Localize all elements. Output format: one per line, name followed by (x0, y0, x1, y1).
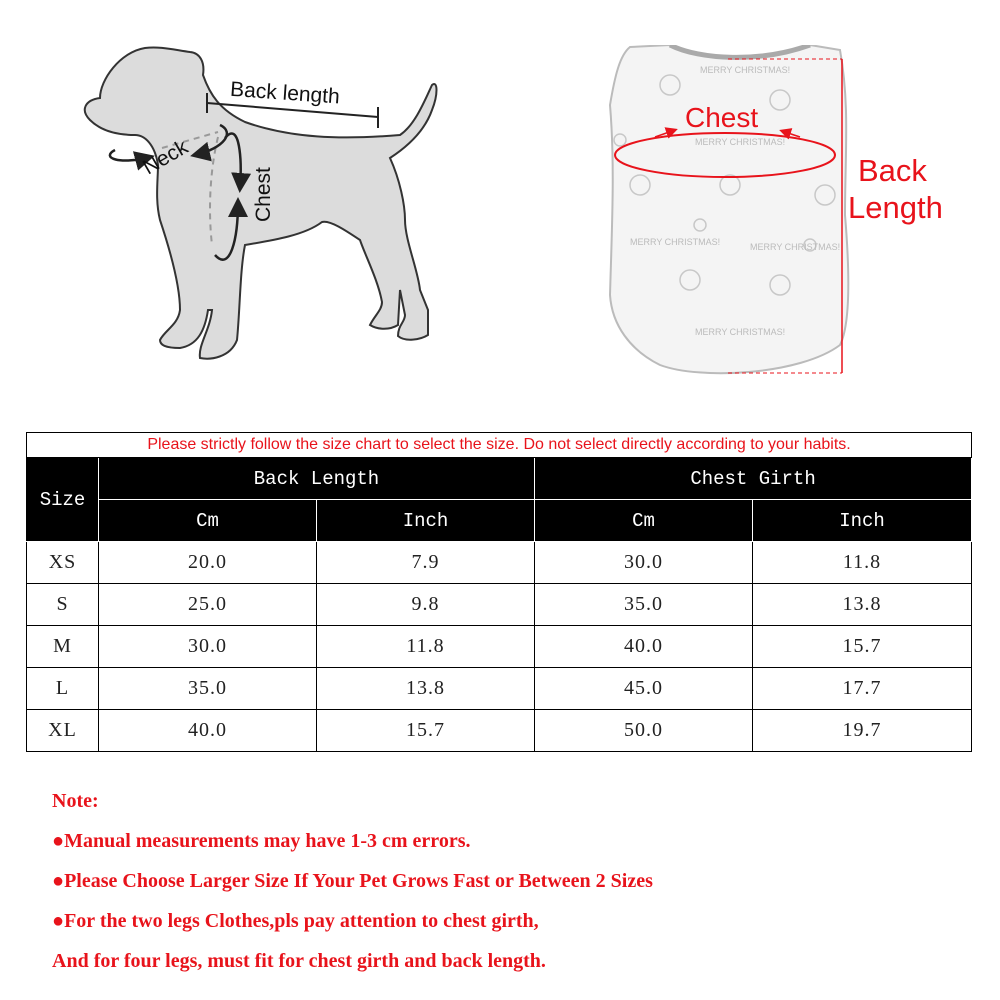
note-item: ●Please Choose Larger Size If Your Pet Grows Fast or Between 2 Sizes (52, 870, 653, 892)
pattern-text: MERRY CHRISTMAS! (695, 327, 786, 337)
unit-header-chest-inch: Inch (753, 500, 972, 542)
chest-inch-cell: 17.7 (753, 668, 972, 710)
back-length-header: Back Length (99, 458, 535, 500)
size-header: Size (27, 458, 99, 542)
chest-cm-cell: 30.0 (535, 542, 753, 584)
dog-silhouette-icon (60, 40, 460, 370)
back-length-label: Back length (229, 77, 341, 109)
size-notice: Please strictly follow the size chart to select the size. Do not select directly according to your habits. (27, 433, 972, 458)
size-chart-table (26, 432, 972, 752)
pattern-text: MERRY CHRISTMAS! (695, 137, 786, 147)
header-row-units (27, 500, 972, 542)
chest-inch-cell: 15.7 (753, 626, 972, 668)
dog-measurement-diagram (60, 40, 460, 370)
chest-cm-cell: 50.0 (535, 710, 753, 752)
shirt-length-label: Length (848, 190, 943, 225)
size-cell: XL (27, 710, 99, 752)
note-item: ●For the two legs Clothes,pls pay attention to chest girth, (52, 910, 539, 932)
pattern-text: MERRY CHRISTMAS! (750, 242, 841, 252)
chest-inch-cell: 11.8 (753, 542, 972, 584)
shirt-icon (600, 45, 960, 385)
unit-header-back-cm: Cm (99, 500, 317, 542)
size-cell: L (27, 668, 99, 710)
back-cm-cell: 25.0 (99, 584, 317, 626)
unit-header-back-inch: Inch (317, 500, 535, 542)
back-cm-cell: 35.0 (99, 668, 317, 710)
size-cell: M (27, 626, 99, 668)
chest-inch-cell: 19.7 (753, 710, 972, 752)
back-inch-cell: 15.7 (317, 710, 535, 752)
table-row (27, 668, 972, 710)
note-item: ●Manual measurements may have 1-3 cm errors. (52, 830, 471, 852)
back-cm-cell: 30.0 (99, 626, 317, 668)
pattern-text: MERRY CHRISTMAS! (700, 65, 791, 75)
pattern-text: MERRY CHRISTMAS! (630, 237, 721, 247)
shirt-back-label: Back (858, 153, 927, 188)
unit-header-chest-cm: Cm (535, 500, 753, 542)
chest-cm-cell: 40.0 (535, 626, 753, 668)
back-inch-cell: 13.8 (317, 668, 535, 710)
chest-label: Chest (252, 167, 275, 222)
table-row (27, 626, 972, 668)
notes-title: Note: (52, 790, 99, 812)
back-inch-cell: 11.8 (317, 626, 535, 668)
back-inch-cell: 7.9 (317, 542, 535, 584)
back-inch-cell: 9.8 (317, 584, 535, 626)
chest-cm-cell: 35.0 (535, 584, 753, 626)
table-row (27, 542, 972, 584)
size-cell: S (27, 584, 99, 626)
notes-section (52, 787, 952, 987)
chest-inch-cell: 13.8 (753, 584, 972, 626)
chest-girth-header: Chest Girth (535, 458, 972, 500)
size-cell: XS (27, 542, 99, 584)
table-row (27, 584, 972, 626)
shirt-measurement-diagram (600, 45, 960, 385)
neck-label: Neck (139, 135, 192, 180)
shirt-chest-label: Chest (685, 102, 759, 133)
back-cm-cell: 40.0 (99, 710, 317, 752)
note-item: And for four legs, must fit for chest girth and back length. (52, 950, 546, 972)
header-row-group (27, 458, 972, 500)
chest-cm-cell: 45.0 (535, 668, 753, 710)
table-row (27, 710, 972, 752)
notice-row (27, 433, 972, 458)
back-cm-cell: 20.0 (99, 542, 317, 584)
